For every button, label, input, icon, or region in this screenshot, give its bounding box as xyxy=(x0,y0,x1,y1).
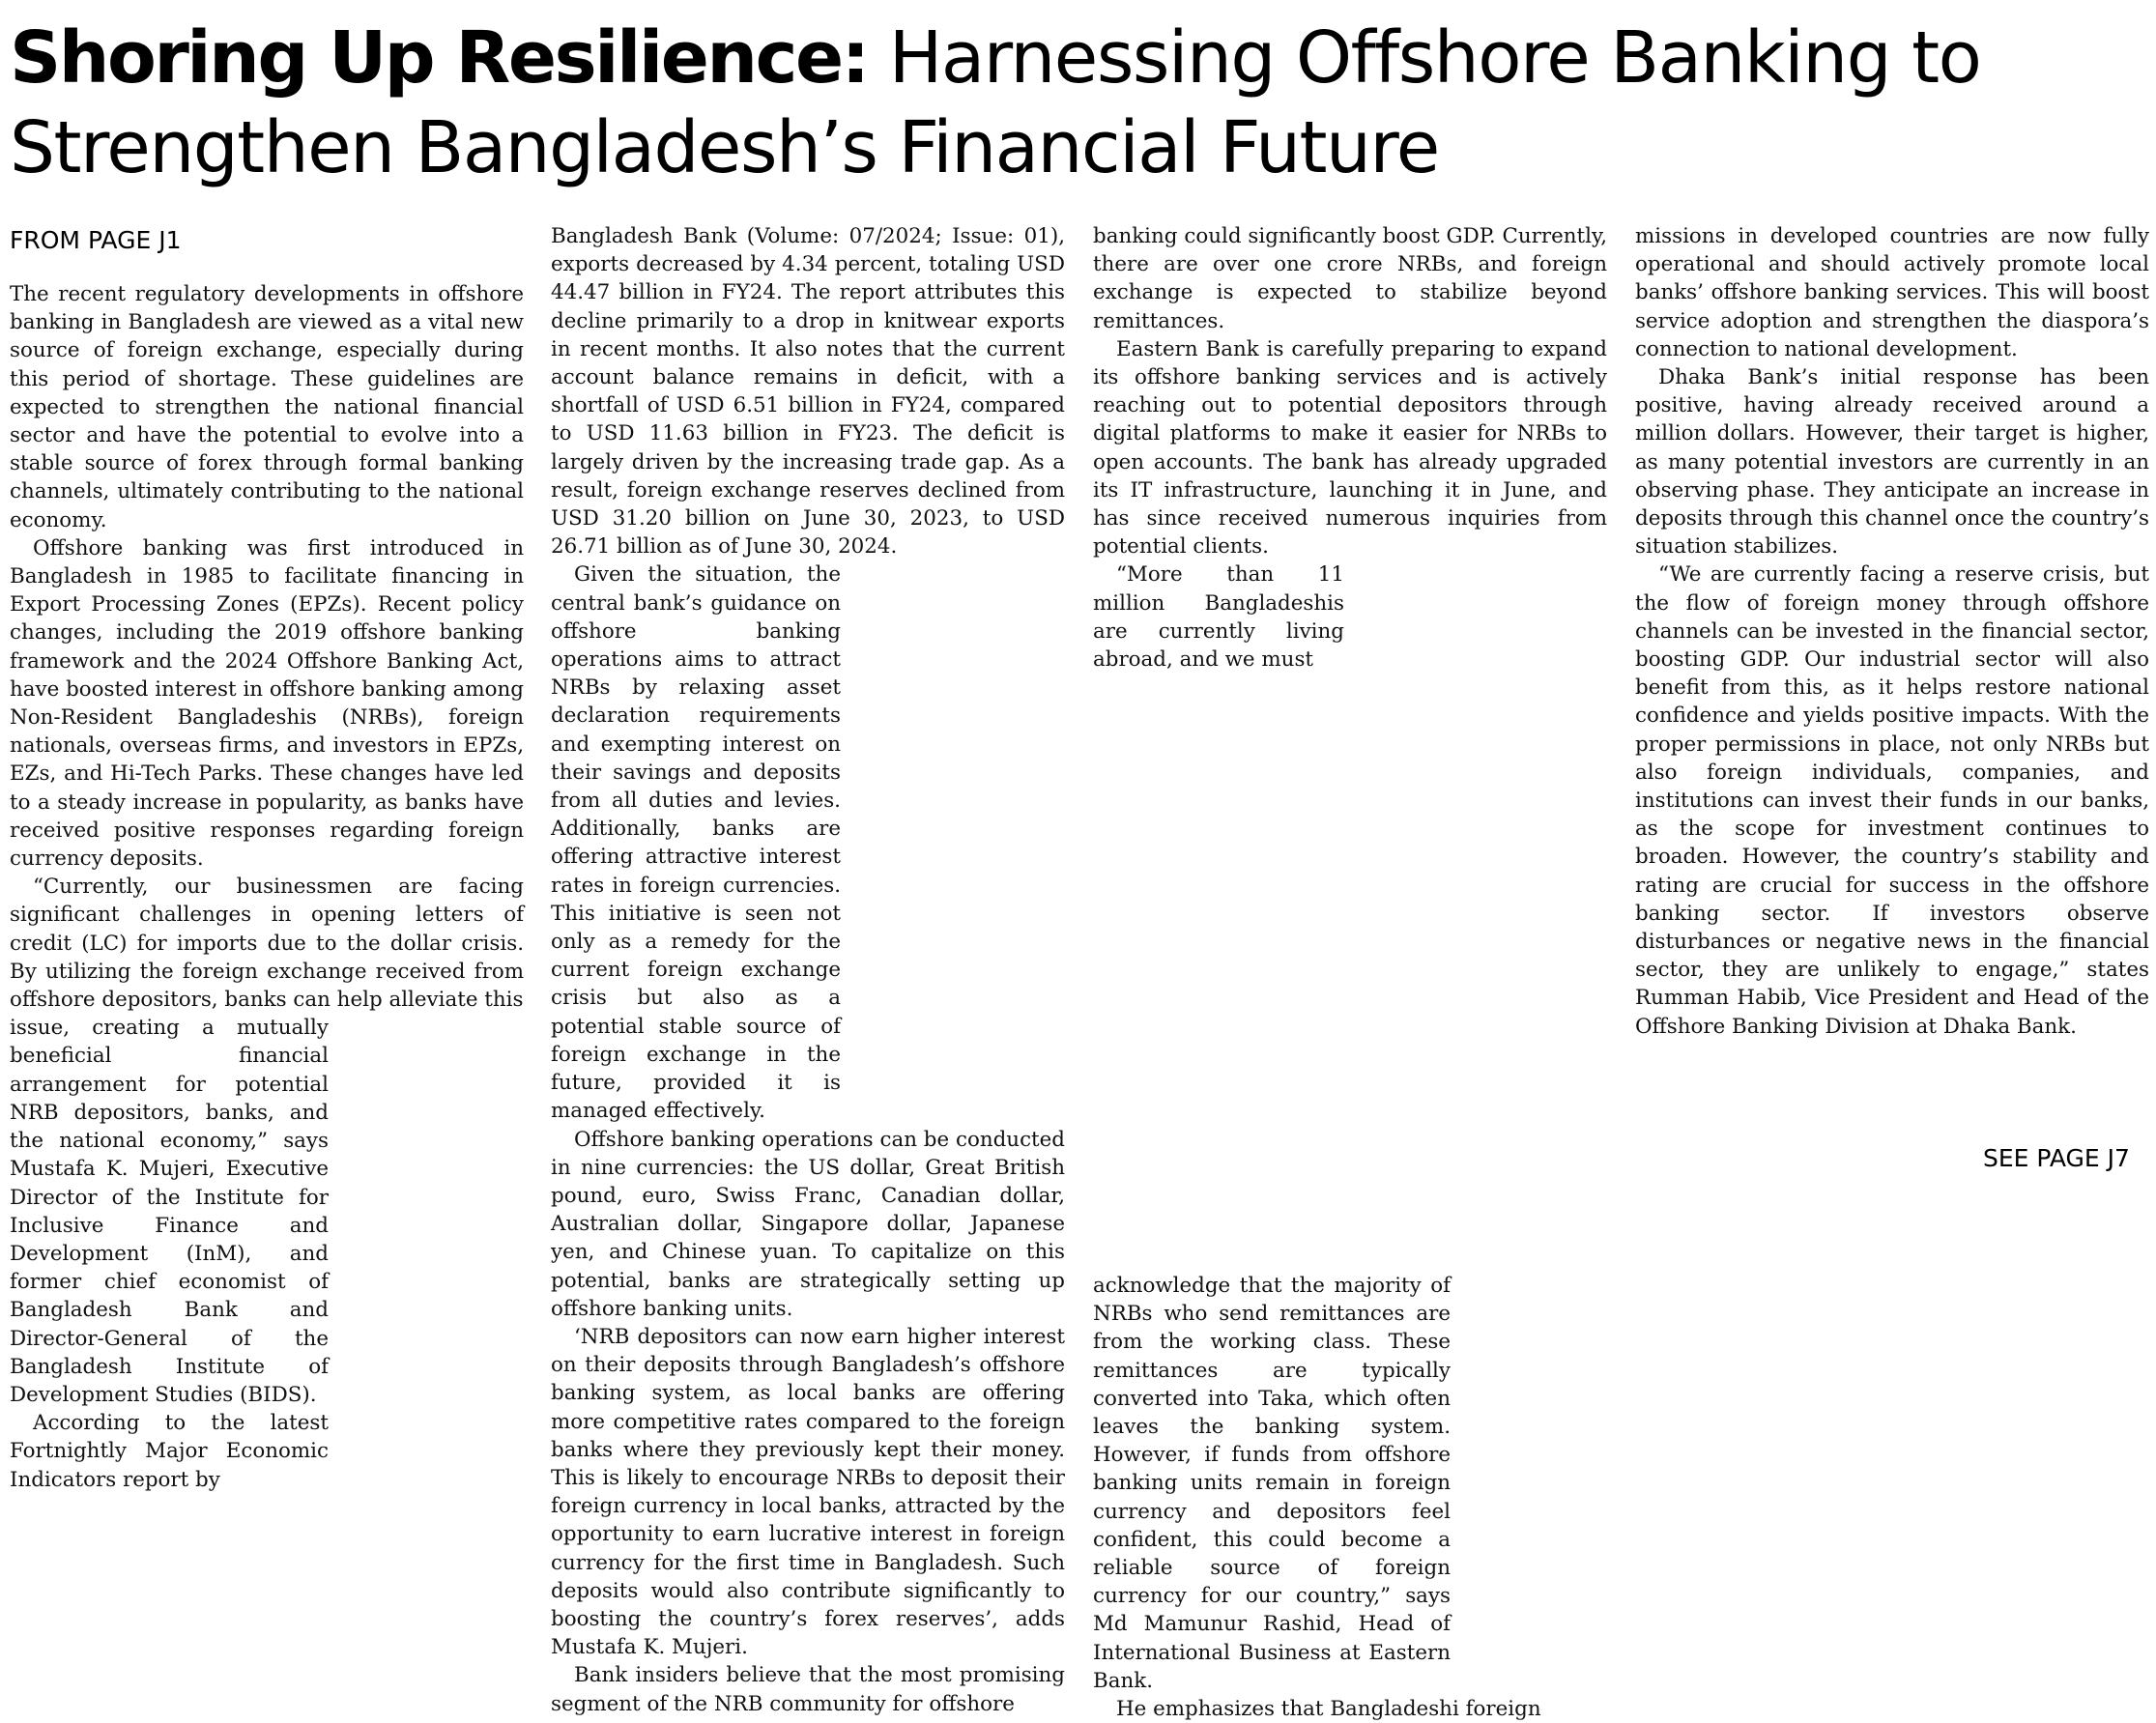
paragraph: The recent regulatory developments in offshore banking in Bangladesh are viewed as a vital new source of foreign exchange, especially during this period of shortage. These guidelines are expected to strengthen the national financial sector and have the potential to evolve into a stable source of forex through formal banking channels, ultimately contributing to the national economy. xyxy=(10,282,524,532)
from-page-label: FROM PAGE J1 xyxy=(10,226,182,254)
paragraph: banking could significantly boost GDP. Currently, there are over one crore NRBs, and foreign exchange is expected to stabilize beyond remittances. xyxy=(1093,224,1607,333)
paragraph: Eastern Bank is carefully preparing to expand its offshore banking services and is actively reaching out to potential depositors through digital platforms to make it easier for NRBs to open accounts. The bank has already upgraded its IT infrastructure, launching it in June, and has since received numerous inquiries from potential clients. xyxy=(1093,336,1607,560)
headline xyxy=(10,14,2145,193)
paragraph: Given the situation, the central bank’s guidance on offshore banking operations aims to attract NRBs by relaxing asset declaration requirements and exempting interest on their savings and deposits from all duties and levies. Additionally, banks are offering attractive interest rates in foreign currencies. This initiative is seen not only as a remedy for the current foreign exchange crisis but also as a potential stable source of foreign exchange in the future, provided it is managed effectively. xyxy=(551,562,841,1124)
paragraph: missions in developed countries are now fully operational and should actively promote local banks’ offshore banking services. This will boost service adoption and strengthen the diaspora’s connection to national development. xyxy=(1635,224,2149,361)
paragraph: According to the latest Fortnightly Major Economic Indicators report by xyxy=(10,1411,329,1492)
column-1 xyxy=(10,222,524,1494)
see-page-label: SEE PAGE J7 xyxy=(1983,1144,2130,1172)
paragraph: Bangladesh Bank (Volume: 07/2024; Issue: 01), exports decreased by 4.34 percent, totaling USD 44.47 billion in FY24. The report attributes this decline primarily to a drop in knitwear exports in recent months. It also notes that the current account balance remains in deficit, with a shortfall of USD 6.51 billion in FY24, compared to USD 11.63 billion in FY23. The deficit is largely driven by the increasing trade gap. As a result, foreign exchange reserves declined from USD 31.20 billion on June 30, 2023, to USD 26.71 billion as of June 30, 2024. xyxy=(551,224,1065,560)
column-4 xyxy=(1635,222,2149,1041)
column-3-bottom xyxy=(1093,1272,1607,1723)
paragraph: Offshore banking was first introduced in Bangladesh in 1985 to facilitate financing in Export Processing Zones (EPZs). Recent policy changes, including the 2019 offshore banking framework and the 2024 Offshore Banking Act, have boosted interest in offshore banking among Non-Resident Bangladeshis (NRBs), foreign nationals, overseas firms, and investors in EPZs, EZs, and Hi-Tech Parks. These changes have led to a steady increase in popularity, as banks have received positive responses regarding foreign currency deposits. xyxy=(10,535,524,872)
paragraph: “We are currently facing a reserve crisis, but the flow of foreign money through offshore channels can be invested in the financial sector, boosting GDP. Our industrial sector will also benefit from this, as it helps restore national confidence and yields positive impacts. With the proper permissions in place, not only NRBs but also foreign individuals, companies, and institutions can invest their funds in our banks, as the scope for investment continues to broaden. However, the country’s stability and rating are crucial for success in the offshore banking sector. If investors observe disturbances or negative news in the financial sector, they are unlikely to engage,” states Rumman Habib, Vice President and Head of the Offshore Banking Division at Dhaka Bank. xyxy=(1635,562,2149,1039)
paragraph: ‘NRB depositors can now earn higher interest on their deposits through Bangladesh’s offshore banking system, as local banks are offering more competitive rates compared to the foreign banks where they previously kept their money. This is likely to encourage NRBs to deposit their foreign currency in local banks, attracted by the opportunity to earn lucrative interest in foreign currency for the first time in Bangladesh. Such deposits would also contribute significantly to boosting the country’s forex reserves’, adds Mustafa K. Mujeri. xyxy=(551,1324,1065,1660)
paragraph: Dhaka Bank’s initial response has been positive, having already received around a million dollars. However, their target is higher, as many potential investors are currently in an observing phase. They anticipate an increase in deposits through this channel once the country’s situation stabilizes. xyxy=(1635,365,2149,560)
column-2 xyxy=(551,222,1065,1718)
paragraph: “Currently, our businessmen are facing significant challenges in opening letters of credit (LC) for imports due to the dollar crisis. By utilizing the foreign exchange received from offshore depositors, banks can help alleviate this xyxy=(10,875,524,1013)
paragraph: acknowledge that the majority of NRBs who send remittances are from the working class. These remittances are typically converted into Taka, which often leaves the banking system. However, if funds from offshore banking units remain in foreign currency and depositors feel confident, this could become a reliable source of foreign currency for our country,” says Md Mamunur Rashid, Head of International Business at Eastern Bank. xyxy=(1093,1274,1451,1693)
paragraph: issue, creating a mutually beneficial financial arrangement for potential NRB depositors, banks, and the national economy,” says Mustafa K. Mujeri, Executive Director of the Institute for Inclusive Finance and Development (InM), and former chief economist of Bangladesh Bank and Director-General of the Bangladesh Institute of Development Studies (BIDS). xyxy=(10,1016,329,1407)
paragraph: Bank insiders believe that the most promising segment of the NRB community for offshore xyxy=(551,1663,1065,1716)
headline-light: Harnessing Offshore Banking to Strengthen Bangladesh’s Financial Future xyxy=(10,16,1981,189)
paragraph: He emphasizes that Bangladeshi foreign xyxy=(1116,1697,1541,1722)
paragraph: Offshore banking operations can be conducted in nine currencies: the US dollar, Great British pound, euro, Swiss Franc, Canadian dollar, Australian dollar, Singapore dollar, Japanese yen, and Chinese yuan. To capitalize on this potential, banks are strategically setting up offshore banking units. xyxy=(551,1127,1065,1321)
column-3 xyxy=(1093,222,1607,674)
paragraph: “More than 11 million Bangladeshis are currently living abroad, and we must xyxy=(1093,562,1344,673)
headline-bold: Shoring Up Resilience: xyxy=(10,16,868,100)
